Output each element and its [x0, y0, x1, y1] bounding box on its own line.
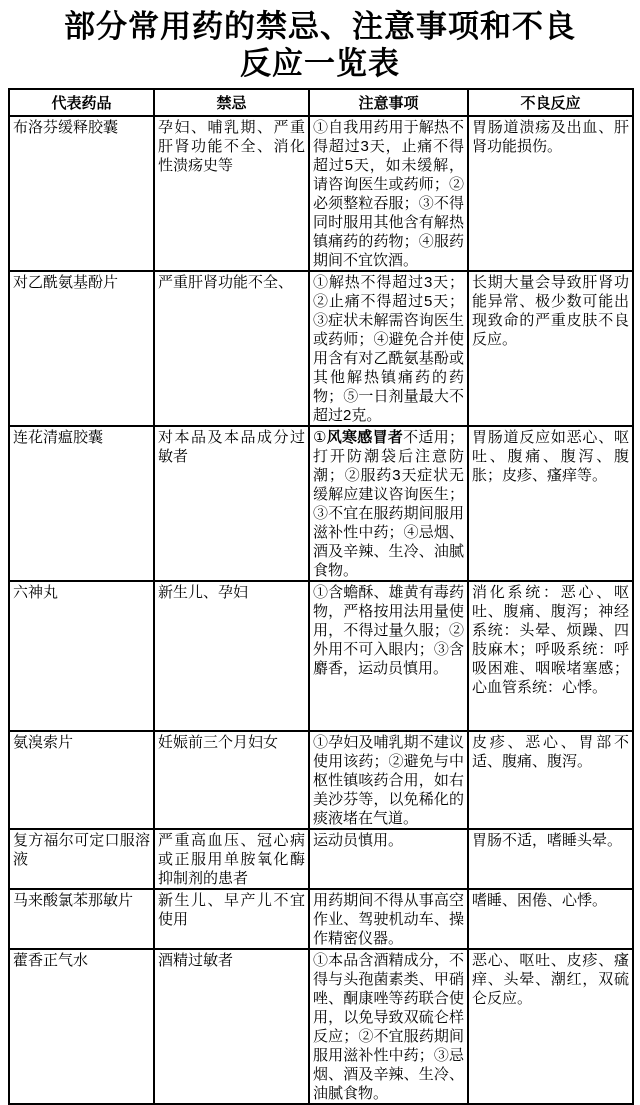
adverse-reactions-cell: 消化系统：恶心、呕吐、腹痛、腹泻；神经系统：头晕、烦躁、四肢麻木；呼吸系统：呼吸困难、咽喉堵塞感；心血管系统：心悸。 — [468, 581, 633, 731]
page-title-line1: 部分常用药的禁忌、注意事项和不良 — [64, 9, 576, 44]
table-row — [9, 426, 633, 581]
adverse-reactions-cell: 胃肠道反应如恶心、呕吐、腹痛、腹泻、腹胀；皮疹、瘙痒等。 — [468, 426, 633, 581]
contraindications-cell: 孕妇、哺乳期、严重肝肾功能不全、消化性溃疡史等 — [154, 116, 309, 271]
drug-table — [8, 88, 634, 1105]
precautions-cell: ①孕妇及哺乳期不建议使用该药；②避免与中枢性镇咳药合用，如右美沙芬等，以免稀化的痰液堵在气道。 — [309, 731, 468, 829]
table-row — [9, 116, 633, 271]
table-row — [9, 581, 633, 731]
table-row — [9, 889, 633, 949]
precautions-cell: ①本品含酒精成分，不得与头孢菌素类、甲硝唑、酮康唑等药联合使用，以免导致双硫仑样反应；②不宜服药期间服用滋补性中药；③忌烟、酒及辛辣、生冷、油腻食物。 — [309, 949, 468, 1104]
header-row — [9, 89, 633, 116]
drug-name-cell: 布洛芬缓释胶囊 — [9, 116, 154, 271]
precautions-cell: 用药期间不得从事高空作业、驾驶机动车、操作精密仪器。 — [309, 889, 468, 949]
adverse-reactions-cell: 胃肠不适，嗜睡头晕。 — [468, 829, 633, 889]
drug-name-cell: 马来酸氯苯那敏片 — [9, 889, 154, 949]
precautions-cell: 运动员慎用。 — [309, 829, 468, 889]
precaution-bold-text: 风寒感冒者 — [326, 429, 404, 446]
contraindications-cell: 酒精过敏者 — [154, 949, 309, 1104]
contraindications-cell: 妊娠前三个月妇女 — [154, 731, 309, 829]
drug-name-cell: 对乙酰氨基酚片 — [9, 271, 154, 426]
table-row — [9, 271, 633, 426]
column-header-contraindications: 禁忌 — [154, 89, 309, 116]
adverse-reactions-cell: 恶心、呕吐、皮疹、瘙痒、头晕、潮红，双硫仑反应。 — [468, 949, 633, 1104]
drug-name-cell: 藿香正气水 — [9, 949, 154, 1104]
precaution-rest: 不适用；打开防潮袋后注意防潮；②服药3天症状无缓解应建议咨询医生；③不宜在服药期间服用滋补性中药；④忌烟、酒及辛辣、生冷、油腻食物。 — [313, 429, 464, 579]
precaution-number: ① — [313, 429, 327, 446]
table-row — [9, 949, 633, 1104]
column-header-precautions: 注意事项 — [309, 89, 468, 116]
adverse-reactions-cell: 长期大量会导致肝肾功能异常、极少数可能出现致命的严重皮肤不良反应。 — [468, 271, 633, 426]
contraindications-cell: 新生儿、早产儿不宜使用 — [154, 889, 309, 949]
contraindications-cell: 严重高血压、冠心病或正服用单胺氧化酶抑制剂的患者 — [154, 829, 309, 889]
adverse-reactions-cell: 嗜睡、困倦、心悸。 — [468, 889, 633, 949]
table-row — [9, 731, 633, 829]
drug-name-cell: 复方福尔可定口服溶液 — [9, 829, 154, 889]
page-title-line2: 反应一览表 — [240, 46, 400, 81]
contraindications-cell: 对本品及本品成分过敏者 — [154, 426, 309, 581]
precautions-cell: ①含蟾酥、雄黄有毒药物，严格按用法用量使用，不得过量久服；②外用不可入眼内；③含麝香，运动员慎用。 — [309, 581, 468, 731]
precautions-cell: ①自我用药用于解热不得超过3天，止痛不得超过5天，如未缓解，请咨询医生或药师；②必须整粒吞服；③不得同时服用其他含有解热镇痛药的药物；④服药期间不宜饮酒。 — [309, 116, 468, 271]
column-header-drug: 代表药品 — [9, 89, 154, 116]
drug-name-cell: 连花清瘟胶囊 — [9, 426, 154, 581]
adverse-reactions-cell: 胃肠道溃疡及出血、肝肾功能损伤。 — [468, 116, 633, 271]
page-title — [0, 0, 640, 86]
precautions-cell: ①解热不得超过3天；②止痛不得超过5天；③症状未解需咨询医生或药师；④避免合并使用含有对乙酰氨基酚或其他解热镇痛药的药物；⑤一日剂量最大不超过2克。 — [309, 271, 468, 426]
drug-name-cell: 氨溴索片 — [9, 731, 154, 829]
contraindications-cell: 严重肝肾功能不全、 — [154, 271, 309, 426]
drug-name-cell: 六神丸 — [9, 581, 154, 731]
precautions-cell — [309, 426, 468, 581]
adverse-reactions-cell: 皮疹、恶心、胃部不适、腹痛、腹泻。 — [468, 731, 633, 829]
column-header-adverse-reactions: 不良反应 — [468, 89, 633, 116]
table-row — [9, 829, 633, 889]
contraindications-cell: 新生儿、孕妇 — [154, 581, 309, 731]
